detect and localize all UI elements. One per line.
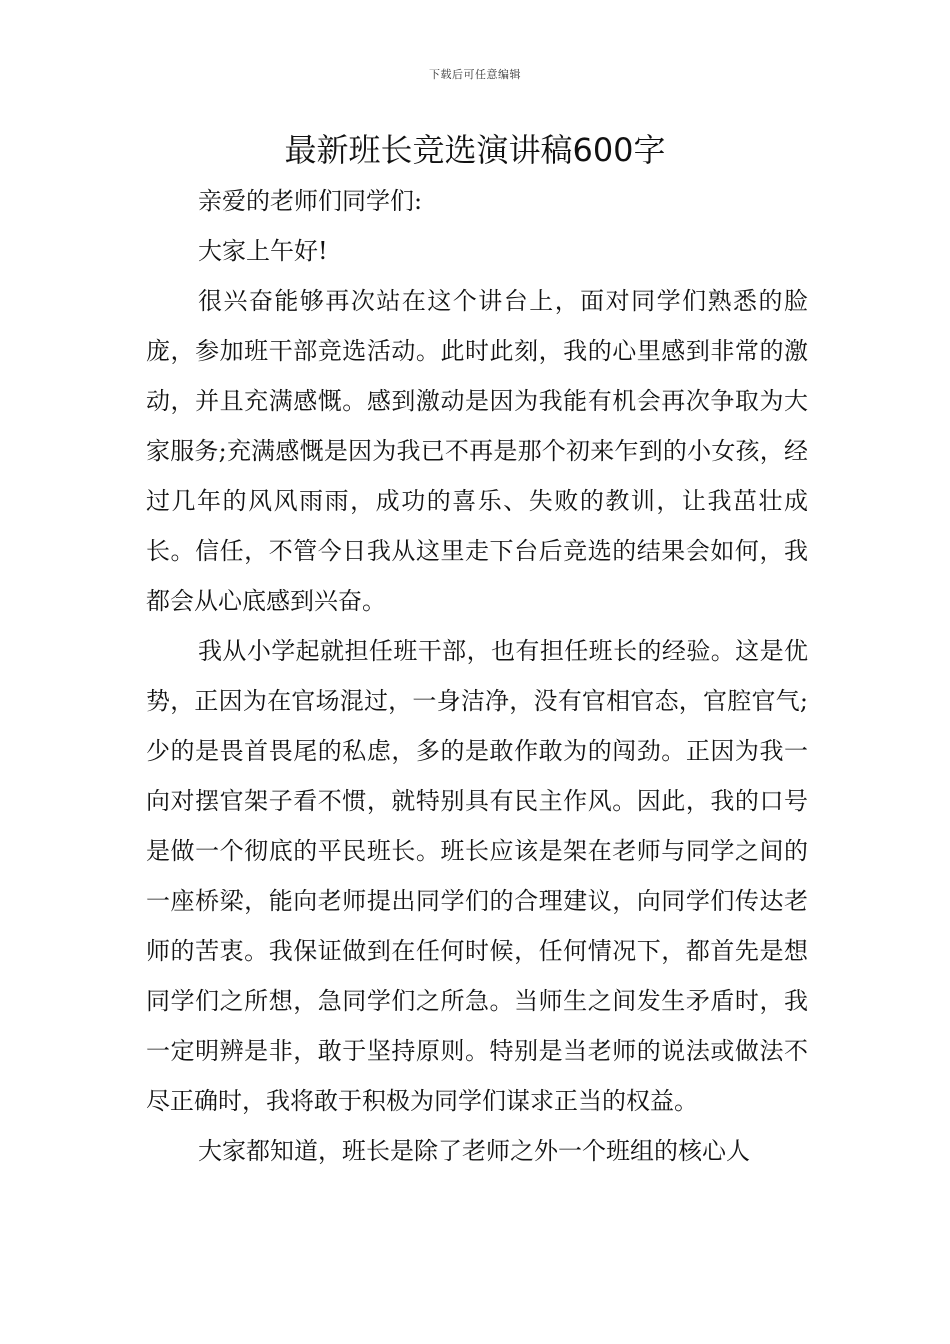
- paragraph-intro: 很兴奋能够再次站在这个讲台上，面对同学们熟悉的脸庞，参加班干部竞选活动。此时此刻，我的心里感到非常的激动，并且充满感慨。感到激动是因为我能有机会再次争取为大家服务;充满感慨是因为我已不再是那个初来乍到的小女孩，经过几年的风风雨雨，成功的喜乐、失败的教训，让我茁壮成长。信任，不管今日我从这里走下台后竞选的结果会如何，我都会从心底感到兴奋。: [146, 287, 808, 615]
- paragraph-core-role: 大家都知道，班长是除了老师之外一个班组的核心人: [198, 1137, 750, 1165]
- document-title: 最新班长竞选演讲稿600字: [284, 131, 666, 169]
- paragraph-greeting: 大家上午好!: [198, 237, 328, 265]
- paragraph-salutation: 亲爱的老师们同学们:: [198, 187, 423, 215]
- document-body: [146, 176, 808, 1176]
- header-note: 下载后可任意编辑: [429, 68, 521, 81]
- paragraph-experience: 我从小学起就担任班干部，也有担任班长的经验。这是优势，正因为在官场混过，一身洁净，没有官相官态，官腔官气;少的是畏首畏尾的私虑，多的是敢作敢为的闯劲。正因为我一向对摆官架子看不惯，就特别具有民主作风。因此，我的口号是做一个彻底的平民班长。班长应该是架在老师与同学之间的一座桥梁，能向老师提出同学们的合理建议，向同学们传达老师的苦衷。我保证做到在任何时候，任何情况下，都首先是想同学们之所想，急同学们之所急。当师生之间发生矛盾时，我一定明辨是非，敢于坚持原则。特别是当老师的说法或做法不尽正确时，我将敢于积极为同学们谋求正当的权益。: [146, 637, 808, 1115]
